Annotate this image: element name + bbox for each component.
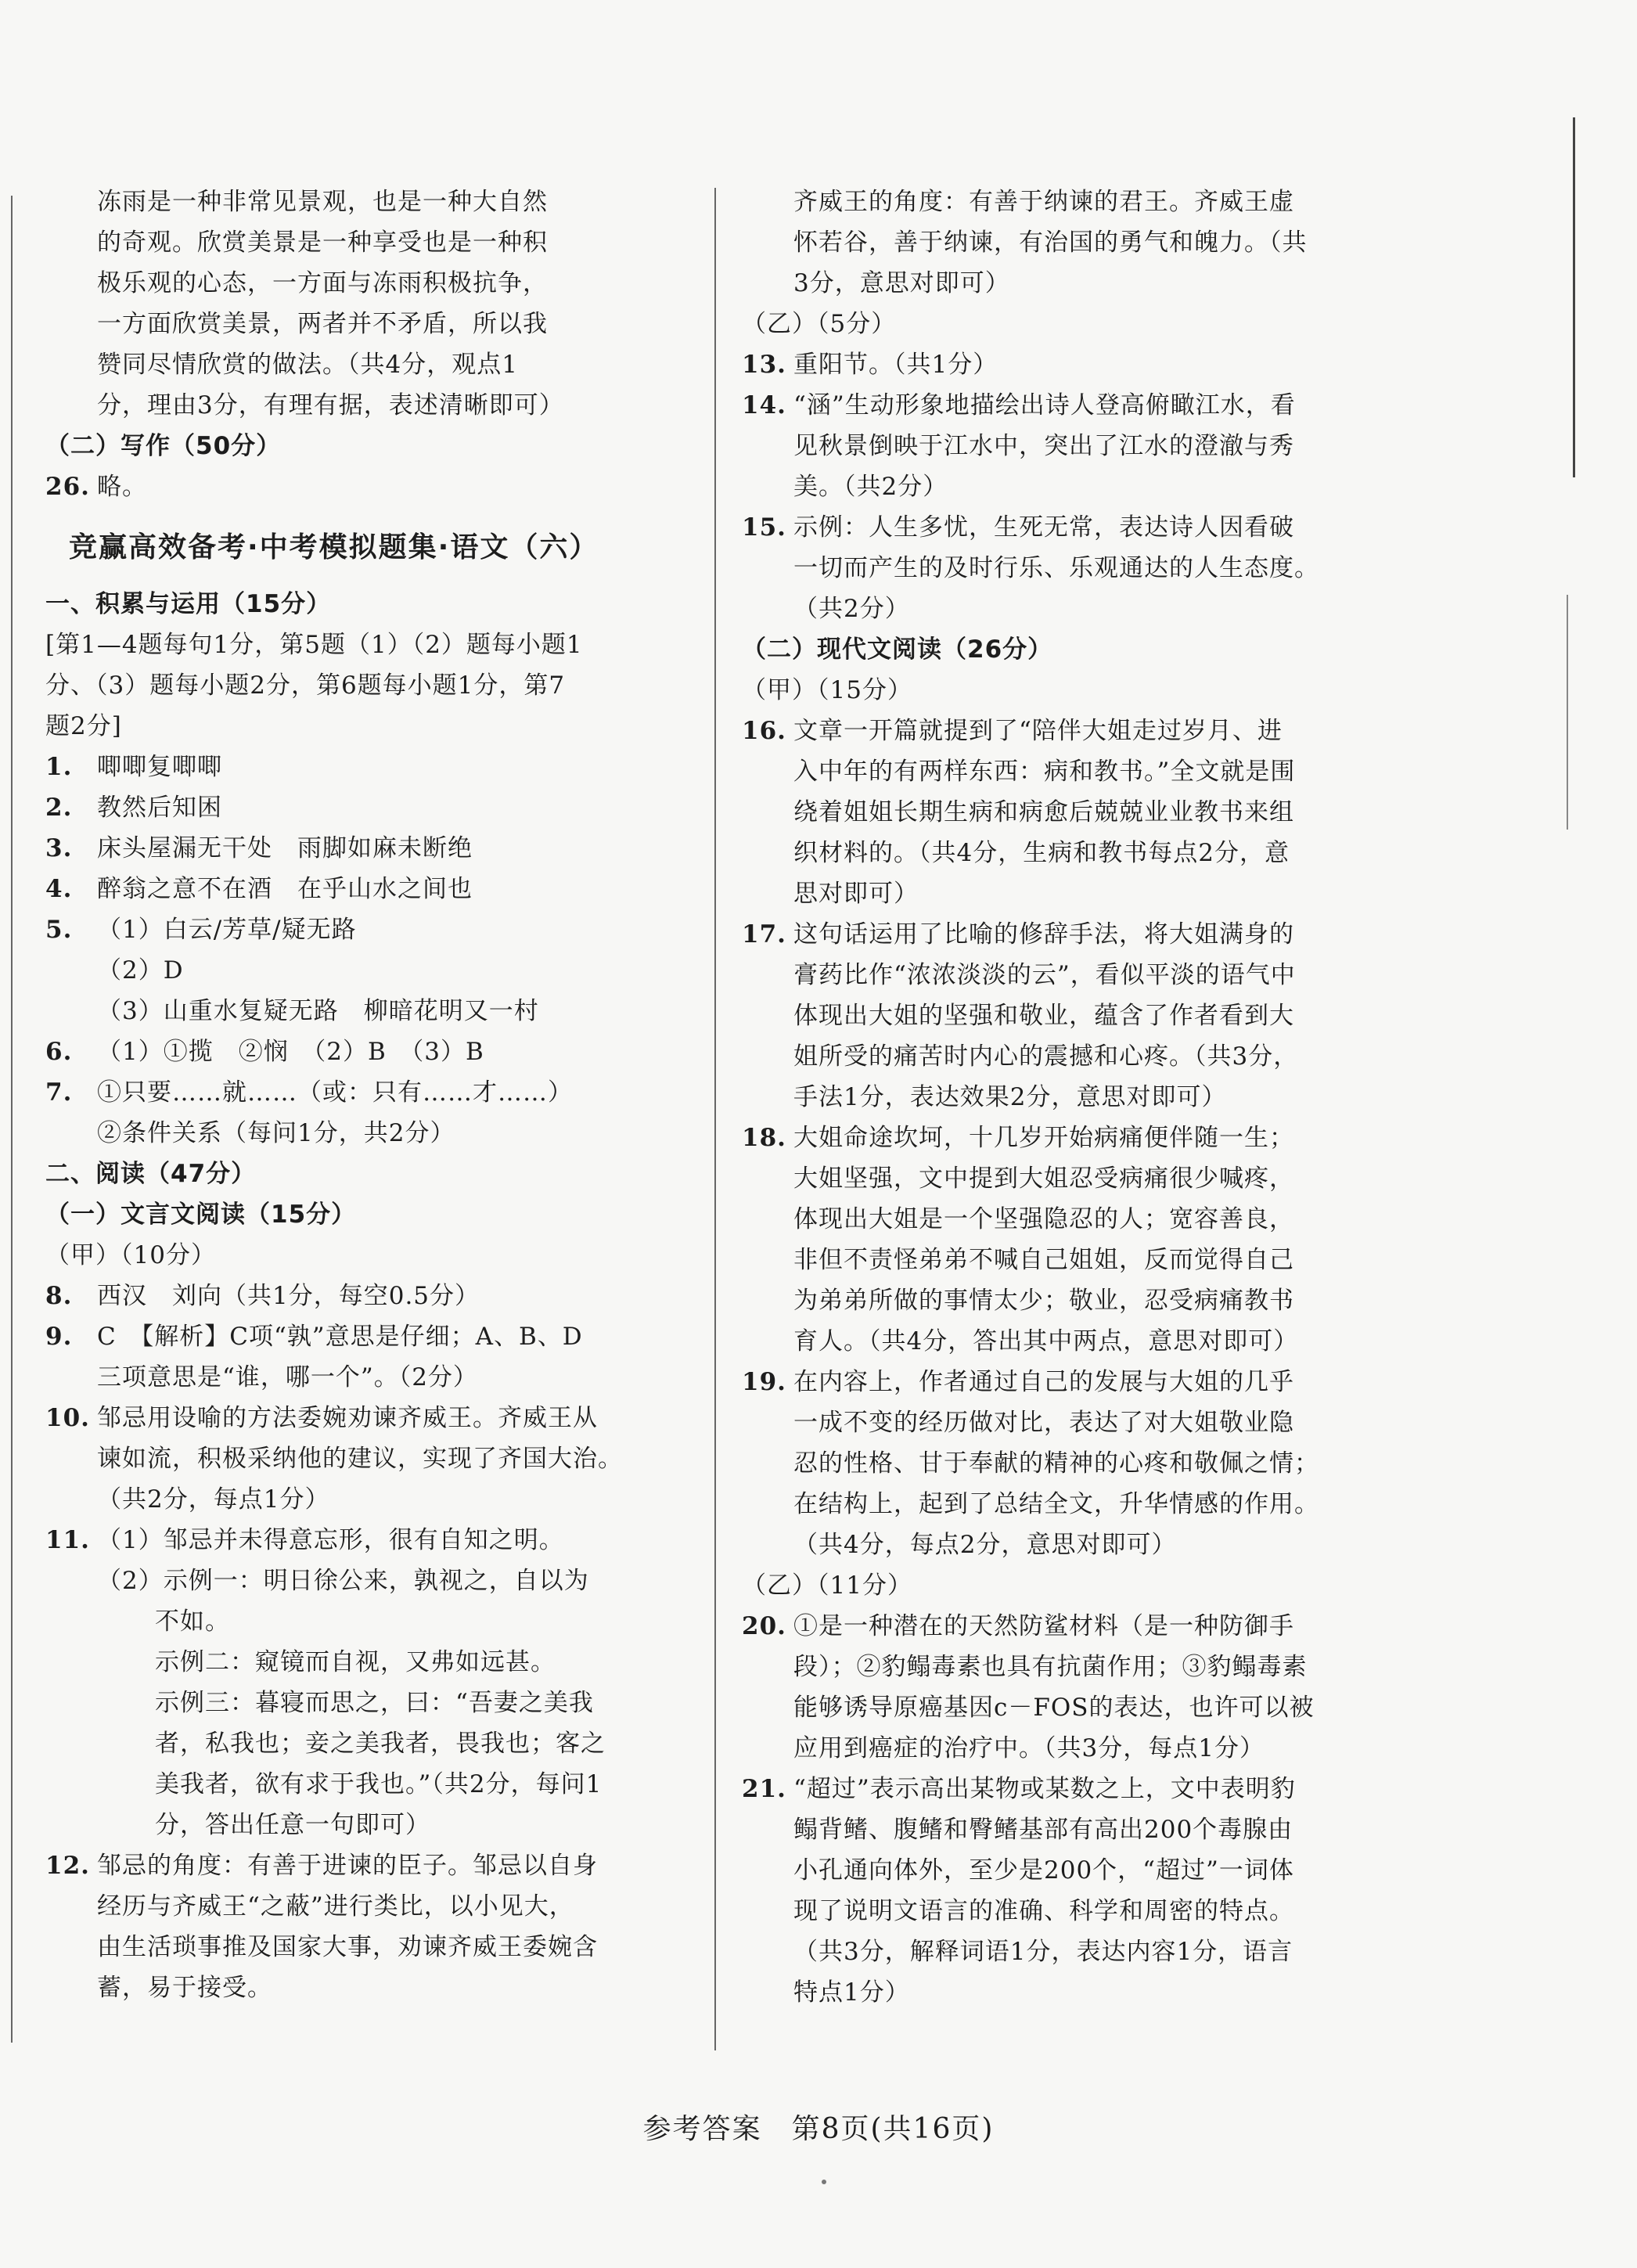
left-column (45, 182, 687, 2008)
answer-item (742, 711, 1391, 751)
text-line (742, 1687, 1391, 1728)
text-line (45, 1805, 687, 1845)
text-line (742, 182, 1391, 222)
line-text: 一切而产生的及时行乐、乐观通达的人生态度。 (793, 554, 1319, 582)
line-text: 齐威王的角度：有善于纳谏的君王。齐威王虚 (793, 188, 1294, 216)
line-text: 在内容上，作者通过自己的发展与大姐的几乎 (793, 1368, 1294, 1396)
line-text: 教然后知困 (97, 794, 222, 822)
line-text: ①是一种潜在的天然防鲨材料（是一种防御手 (793, 1612, 1294, 1640)
line-text: 能够诱导原癌基因c－FOS的表达，也许可以被 (793, 1694, 1315, 1722)
text-line (742, 1158, 1391, 1199)
line-text: 的奇观。欣赏美景是一种享受也是一种积 (97, 229, 548, 257)
line-text: 体现出大姐是一个坚强隐忍的人；宽容善良， (793, 1205, 1294, 1233)
line-text: 忍的性格、甘于奉献的精神的心疼和敬佩之情； (793, 1449, 1319, 1478)
line-text: （甲）（15分） (742, 676, 912, 704)
text-line (45, 1561, 687, 1601)
line-text: 赞同尽情欣赏的做法。（共4分，观点1 (97, 351, 518, 379)
question-number: 16. (742, 717, 786, 745)
line-text: 重阳节。（共1分） (793, 351, 998, 379)
line-text: 文章一开篇就提到了“陪伴大姐走过岁月、进 (793, 717, 1283, 745)
question-number: 19. (742, 1368, 786, 1396)
line-text: 三项意思是“谁，哪一个”。（2分） (97, 1363, 478, 1391)
text-line (742, 1240, 1391, 1280)
text-line (45, 344, 687, 385)
line-text: 鳎背鳍、腹鳍和臀鳍基部有高出200个毒腺由 (793, 1816, 1293, 1844)
text-line (45, 706, 687, 747)
line-text: 示例三：暮寝而思之，曰：“吾妻之美我 (155, 1689, 594, 1717)
line-text: “涵”生动形象地描绘出诗人登高俯瞰江水，看 (793, 391, 1296, 419)
question-number: 21. (742, 1775, 786, 1803)
line-text: 美。（共2分） (793, 473, 948, 501)
question-number: 18. (742, 1124, 786, 1152)
line-text: 手法1分，表达效果2分，意思对即可） (793, 1083, 1227, 1111)
line-text: 题2分] (45, 712, 122, 740)
line-text: （3）山重水复疑无路 柳暗花明又一村 (97, 997, 539, 1025)
text-line (45, 304, 687, 344)
answer-item (45, 869, 687, 909)
text-line (742, 833, 1391, 873)
line-text: 应用到癌症的治疗中。（共3分，每点1分） (793, 1734, 1265, 1762)
answer-item (45, 1276, 687, 1316)
line-text: （1）白云/芳草/疑无路 (97, 916, 357, 944)
text-line (742, 1525, 1391, 1565)
text-line (45, 625, 687, 665)
answer-item (742, 385, 1391, 426)
question-number: 13. (742, 351, 786, 379)
text-line (45, 665, 687, 706)
text-line (742, 548, 1391, 589)
scan-dot (822, 2180, 826, 2184)
line-text: 邹忌用设喻的方法委婉劝谏齐威王。齐威王从 (97, 1404, 598, 1432)
line-text: 小孔通向体外，至少是200个，“超过”一词体 (793, 1856, 1294, 1885)
text-line (742, 751, 1391, 792)
text-line (45, 182, 687, 222)
line-text: （共4分，每点2分，意思对即可） (793, 1531, 1177, 1559)
text-line (742, 1077, 1391, 1118)
answer-item (45, 1072, 687, 1113)
question-number: 15. (742, 513, 786, 542)
question-number: 7. (45, 1078, 73, 1107)
line-text: 示例二：窥镜而自视，又弗如远甚。 (155, 1648, 556, 1676)
question-number: 4. (45, 875, 73, 903)
line-text: 谏如流，积极采纳他的建议，实现了齐国大治。 (97, 1445, 623, 1473)
text-line (45, 1601, 687, 1642)
right-edge-mark (1573, 117, 1575, 477)
text-line (742, 304, 1391, 344)
line-text: 二、阅读（47分） (45, 1160, 257, 1188)
line-text: 现了说明文语言的准确、科学和周密的特点。 (793, 1897, 1294, 1925)
line-text: 膏药比作“浓浓淡淡的云”，看似平淡的语气中 (793, 961, 1296, 989)
text-line (45, 1927, 687, 1967)
line-text: 入中年的有两样东西：病和教书。”全文就是围 (793, 758, 1296, 786)
line-text: 分，答出任意一句即可） (155, 1811, 430, 1839)
line-text: 育人。（共4分，答出其中两点，意思对即可） (793, 1327, 1299, 1355)
question-number: 6. (45, 1038, 73, 1066)
line-text: 西汉 刘向（共1分，每空0.5分） (97, 1282, 480, 1310)
line-text: 一成不变的经历做对比，表达了对大姐敬业隐 (793, 1409, 1294, 1437)
text-line (45, 263, 687, 304)
section-heading: 竞赢高效备考·中考模拟题集·语文（六） (69, 531, 599, 563)
text-line (45, 1683, 687, 1723)
line-text: 经历与齐威王“之蔽”进行类比，以小见大， (97, 1892, 574, 1921)
answer-item (45, 787, 687, 828)
line-text: 这句话运用了比喻的修辞手法，将大姐满身的 (793, 920, 1294, 949)
question-number: 3. (45, 834, 73, 862)
line-text: 姐所受的痛苦时内心的震撼和心疼。（共3分， (793, 1042, 1299, 1071)
section-title (742, 629, 1391, 670)
line-text: 极乐观的心态，一方面与冻雨积极抗争， (97, 269, 548, 297)
text-line (45, 1113, 687, 1154)
text-line (742, 670, 1391, 711)
line-text: （1）邹忌并未得意忘形，很有自知之明。 (97, 1526, 564, 1554)
line-text: 唧唧复唧唧 (97, 753, 222, 781)
question-number: 5. (45, 916, 73, 944)
text-line (45, 1764, 687, 1805)
text-line (742, 222, 1391, 263)
answer-item (742, 1362, 1391, 1402)
text-line (742, 873, 1391, 914)
line-text: 分、（3）题每小题2分，第6题每小题1分，第7 (45, 671, 566, 700)
line-text: 示例：人生多忧，生死无常，表达诗人因看破 (793, 513, 1294, 542)
question-number: 12. (45, 1852, 90, 1880)
left-margin-rule (11, 196, 13, 2043)
answer-item (45, 466, 687, 507)
line-text: （二）写作（50分） (45, 432, 282, 460)
line-text: 3分，意思对即可） (793, 269, 1010, 297)
line-text: （二）现代文阅读（26分） (742, 635, 1053, 664)
answer-item (742, 344, 1391, 385)
line-text: 怀若谷，善于纳谏，有治国的勇气和魄力。（共 (793, 229, 1308, 257)
text-line (742, 1809, 1391, 1850)
answer-item (45, 747, 687, 787)
answer-item (742, 1118, 1391, 1158)
answer-item (45, 1398, 687, 1438)
text-line (45, 1479, 687, 1520)
section-title (45, 584, 687, 625)
question-number: 1. (45, 753, 73, 781)
text-line (45, 1886, 687, 1927)
line-text: 见秋景倒映于江水中，突出了江水的澄澈与秀 (793, 432, 1294, 460)
line-text: 特点1分） (793, 1978, 910, 2007)
text-line (742, 1280, 1391, 1321)
line-text: （1）①揽 ②悯 （2）B （3）B (97, 1038, 484, 1066)
text-line (45, 1235, 687, 1276)
right-edge-mark-2 (1567, 595, 1568, 830)
question-number: 14. (742, 391, 786, 419)
section-title (45, 426, 687, 466)
line-text: 邹忌的角度：有善于进谏的臣子。邹忌以自身 (97, 1852, 598, 1880)
line-text: 非但不责怪弟弟不喊自己姐姐，反而觉得自己 (793, 1246, 1294, 1274)
line-text: “超过”表示高出某物或某数之上，文中表明豹 (793, 1775, 1296, 1803)
line-text: 由生活琐事推及国家大事，劝谏齐威王委婉含 (97, 1933, 598, 1961)
line-text: 思对即可） (793, 880, 919, 908)
text-line (45, 1438, 687, 1479)
text-line (742, 426, 1391, 466)
text-line (742, 589, 1391, 629)
question-number: 10. (45, 1404, 90, 1432)
question-number: 20. (742, 1612, 786, 1640)
answer-item (45, 1520, 687, 1561)
text-line (742, 1891, 1391, 1931)
question-number: 17. (742, 920, 786, 949)
text-line (742, 1565, 1391, 1606)
line-text: 一、积累与运用（15分） (45, 590, 332, 618)
question-number: 8. (45, 1282, 73, 1310)
line-text: （乙）（5分） (742, 310, 897, 338)
line-text: C 【解析】C项“孰”意思是仔细；A、B、D (97, 1323, 583, 1351)
section-title (45, 1154, 687, 1194)
text-line (742, 466, 1391, 507)
line-text: 床头屋漏无干处 雨脚如麻未断绝 (97, 834, 473, 862)
question-number: 9. (45, 1323, 73, 1351)
text-line (742, 792, 1391, 833)
text-line (45, 1723, 687, 1764)
line-text: （一）文言文阅读（15分） (45, 1201, 357, 1229)
line-text: [第1—4题每句1分，第5题（1）（2）题每小题1 (45, 631, 583, 659)
line-text: 一方面欣赏美景，两者并不矛盾，所以我 (97, 310, 548, 338)
question-number: 26. (45, 473, 90, 501)
line-text: （2）示例一：明日徐公来，孰视之，自以为 (97, 1567, 589, 1595)
line-text: （共2分） (793, 595, 910, 623)
text-line (742, 1728, 1391, 1769)
line-text: 者，私我也；妾之美我者，畏我也；客之 (155, 1730, 606, 1758)
text-line (742, 955, 1391, 995)
line-text: 略。 (97, 473, 147, 501)
text-line (45, 222, 687, 263)
line-text: 大姐坚强，文中提到大姐忍受病痛很少喊疼， (793, 1165, 1294, 1193)
text-line (742, 1972, 1391, 2013)
text-line (45, 1967, 687, 2008)
line-text: 冻雨是一种非常见景观，也是一种大自然 (97, 188, 548, 216)
text-line (45, 991, 687, 1031)
line-text: （共3分，解释词语1分，表达内容1分，语言 (793, 1938, 1293, 1966)
text-line (742, 1647, 1391, 1687)
answer-item (742, 914, 1391, 955)
text-line (742, 263, 1391, 304)
line-text: 蓄，易于接受。 (97, 1974, 272, 2002)
line-text: 织材料的。（共4分，生病和教书每点2分，意 (793, 839, 1290, 867)
question-number: 11. (45, 1526, 90, 1554)
line-text: ①只要……就……（或：只有……才……） (97, 1078, 573, 1107)
question-number: 2. (45, 794, 73, 822)
text-line (45, 1642, 687, 1683)
right-column (742, 182, 1391, 2013)
text-line (742, 1931, 1391, 1972)
page-footer: 参考答案 第8页(共16页) (642, 2113, 995, 2145)
text-line (742, 995, 1391, 1036)
text-line (742, 1850, 1391, 1891)
answer-item (45, 1031, 687, 1072)
answer-item (742, 1606, 1391, 1647)
line-text: 不如。 (155, 1607, 230, 1636)
line-text: （共2分，每点1分） (97, 1485, 330, 1514)
section-title (45, 1194, 687, 1235)
line-text: （乙）（11分） (742, 1571, 912, 1600)
answer-item (45, 909, 687, 950)
answer-item (45, 828, 687, 869)
text-line (742, 1484, 1391, 1525)
text-line (45, 950, 687, 991)
answer-item (742, 1769, 1391, 1809)
text-line (742, 1402, 1391, 1443)
column-divider (714, 188, 716, 2050)
text-line (45, 385, 687, 426)
line-text: 美我者，欲有求于我也。”（共2分，每问1 (155, 1770, 603, 1798)
line-text: 为弟弟所做的事情太少；敬业，忍受病痛教书 (793, 1287, 1294, 1315)
answer-item (742, 507, 1391, 548)
line-text: （2）D (97, 956, 184, 985)
line-text: 在结构上，起到了总结全文，升华情感的作用。 (793, 1490, 1319, 1518)
text-line (742, 1443, 1391, 1484)
line-text: 体现出大姐的坚强和敬业，蕴含了作者看到大 (793, 1002, 1294, 1030)
line-text: 绕着姐姐长期生病和病愈后兢兢业业教书来组 (793, 798, 1294, 826)
text-line (742, 1321, 1391, 1362)
line-text: 分，理由3分，有理有据，表述清晰即可） (97, 391, 564, 419)
text-line (742, 1199, 1391, 1240)
line-text: 醉翁之意不在酒 在乎山水之间也 (97, 875, 473, 903)
line-text: （甲）（10分） (45, 1241, 216, 1269)
text-line (742, 1036, 1391, 1077)
answer-item (45, 1316, 687, 1357)
text-line (45, 1357, 687, 1398)
line-text: 大姐命途坎坷，十几岁开始病痛便伴随一生； (793, 1124, 1294, 1152)
line-text: 段）；②豹鳎毒素也具有抗菌作用；③豹鳎毒素 (793, 1653, 1308, 1681)
answer-item (45, 1845, 687, 1886)
line-text: ②条件关系（每问1分，共2分） (97, 1119, 455, 1147)
